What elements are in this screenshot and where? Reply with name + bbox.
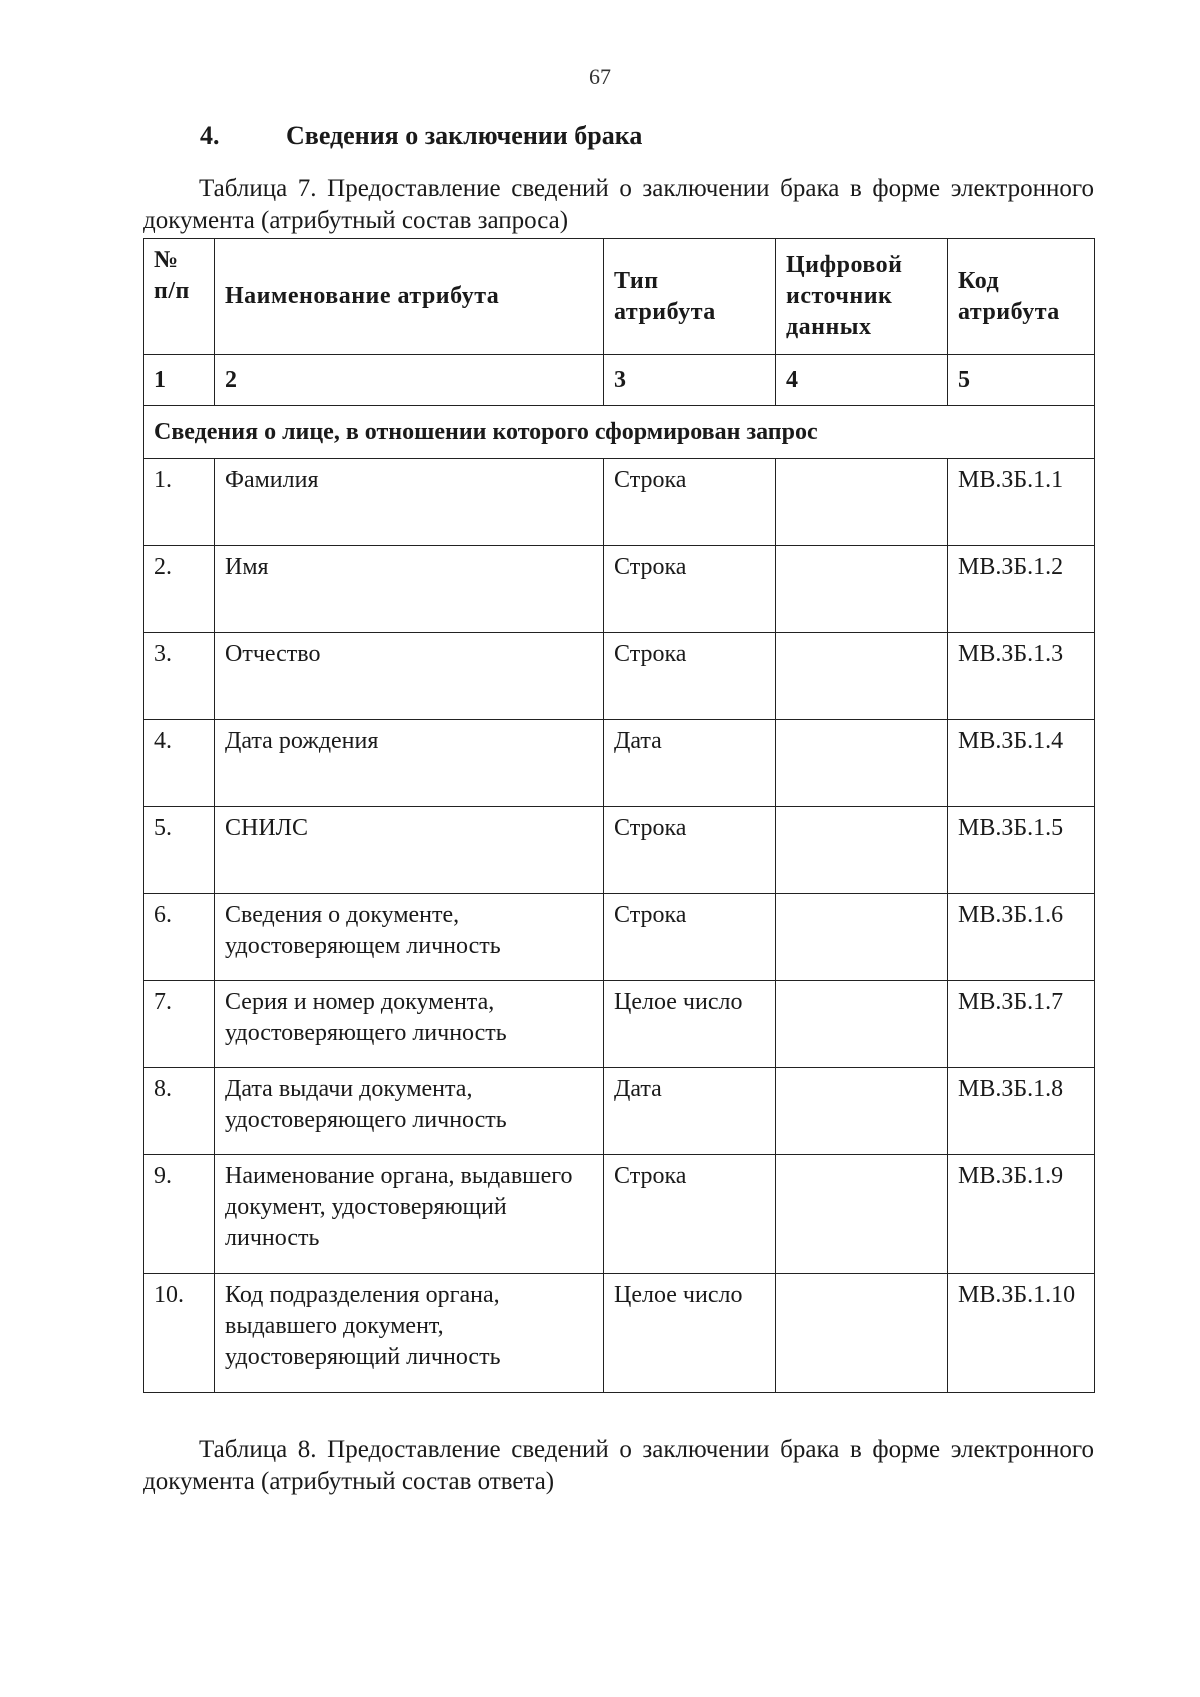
table-row xyxy=(144,981,1095,1068)
attribute-code: МВ.ЗБ.1.9 xyxy=(948,1155,1095,1274)
table-row xyxy=(144,459,1095,546)
attribute-name: Отчество xyxy=(215,633,604,720)
row-number: 3. xyxy=(144,633,215,720)
group-title: Сведения о лице, в отношении которого сформирован запрос xyxy=(144,406,1095,459)
table-row xyxy=(144,546,1095,633)
attribute-type: Целое число xyxy=(604,1274,776,1393)
data-source xyxy=(776,1274,948,1393)
row-number: 4. xyxy=(144,720,215,807)
table-row xyxy=(144,1155,1095,1274)
table-8-caption-text: Таблица 8. Предоставление сведений о заключении брака в форме электронного документа (атрибутный состав ответа) xyxy=(143,1436,1094,1495)
table-row xyxy=(144,1274,1095,1393)
page-number: 67 xyxy=(589,64,611,89)
row-number: 8. xyxy=(144,1068,215,1155)
table-7-caption xyxy=(143,173,1094,237)
attribute-name: Дата выдачи документа, удостоверяющего личность xyxy=(215,1068,604,1155)
column-index-row xyxy=(144,355,1095,406)
row-number: 2. xyxy=(144,546,215,633)
data-source xyxy=(776,546,948,633)
header-attribute-code: Код атрибута xyxy=(948,239,1095,355)
data-source xyxy=(776,894,948,981)
attribute-type: Строка xyxy=(604,807,776,894)
row-number: 10. xyxy=(144,1274,215,1393)
data-source xyxy=(776,807,948,894)
table-row xyxy=(144,720,1095,807)
attribute-type: Целое число xyxy=(604,981,776,1068)
data-source xyxy=(776,720,948,807)
row-number: 9. xyxy=(144,1155,215,1274)
attribute-code: МВ.ЗБ.1.5 xyxy=(948,807,1095,894)
attribute-name: Имя xyxy=(215,546,604,633)
attribute-code: МВ.ЗБ.1.8 xyxy=(948,1068,1095,1155)
row-number: 7. xyxy=(144,981,215,1068)
table-row xyxy=(144,894,1095,981)
attribute-code: МВ.ЗБ.1.3 xyxy=(948,633,1095,720)
attribute-code: МВ.ЗБ.1.10 xyxy=(948,1274,1095,1393)
section-heading xyxy=(200,121,642,151)
attribute-type: Строка xyxy=(604,894,776,981)
column-index: 5 xyxy=(948,355,1095,406)
data-source xyxy=(776,1155,948,1274)
column-index: 1 xyxy=(144,355,215,406)
column-index: 4 xyxy=(776,355,948,406)
attribute-code: МВ.ЗБ.1.7 xyxy=(948,981,1095,1068)
attribute-type: Дата xyxy=(604,720,776,807)
table-row xyxy=(144,1068,1095,1155)
header-attribute-name: Наименование атрибута xyxy=(215,239,604,355)
data-source xyxy=(776,633,948,720)
table-header-row xyxy=(144,239,1095,355)
section-number: 4. xyxy=(200,121,220,150)
group-row xyxy=(144,406,1095,459)
attribute-name: СНИЛС xyxy=(215,807,604,894)
attribute-table xyxy=(143,238,1095,1393)
section-title: Сведения о заключении брака xyxy=(286,121,643,150)
attribute-name: Наименование органа, выдавшего документ, удостоверяющий личность xyxy=(215,1155,604,1274)
header-attribute-type: Тип атрибута xyxy=(604,239,776,355)
data-source xyxy=(776,1068,948,1155)
attribute-name: Серия и номер документа, удостоверяющего личность xyxy=(215,981,604,1068)
attribute-name: Сведения о документе, удостоверяющем личность xyxy=(215,894,604,981)
header-data-source: Цифровой источник данных xyxy=(776,239,948,355)
attribute-name: Фамилия xyxy=(215,459,604,546)
attribute-type: Строка xyxy=(604,633,776,720)
attribute-type: Строка xyxy=(604,1155,776,1274)
attribute-name: Дата рождения xyxy=(215,720,604,807)
table-7-caption-text: Таблица 7. Предоставление сведений о заключении брака в форме электронного документа (атрибутный состав запроса) xyxy=(143,175,1094,234)
attribute-name: Код подразделения органа, выдавшего документ, удостоверяющий личность xyxy=(215,1274,604,1393)
attribute-code: МВ.ЗБ.1.6 xyxy=(948,894,1095,981)
attribute-code: МВ.ЗБ.1.4 xyxy=(948,720,1095,807)
header-number: № п/п xyxy=(144,239,215,355)
attribute-code: МВ.ЗБ.1.2 xyxy=(948,546,1095,633)
attribute-type: Строка xyxy=(604,459,776,546)
attribute-type: Дата xyxy=(604,1068,776,1155)
attribute-code: МВ.ЗБ.1.1 xyxy=(948,459,1095,546)
row-number: 6. xyxy=(144,894,215,981)
column-index: 3 xyxy=(604,355,776,406)
table-row xyxy=(144,633,1095,720)
row-number: 5. xyxy=(144,807,215,894)
data-source xyxy=(776,459,948,546)
table-row xyxy=(144,807,1095,894)
row-number: 1. xyxy=(144,459,215,546)
attribute-type: Строка xyxy=(604,546,776,633)
data-source xyxy=(776,981,948,1068)
column-index: 2 xyxy=(215,355,604,406)
table-8-caption xyxy=(143,1434,1094,1498)
